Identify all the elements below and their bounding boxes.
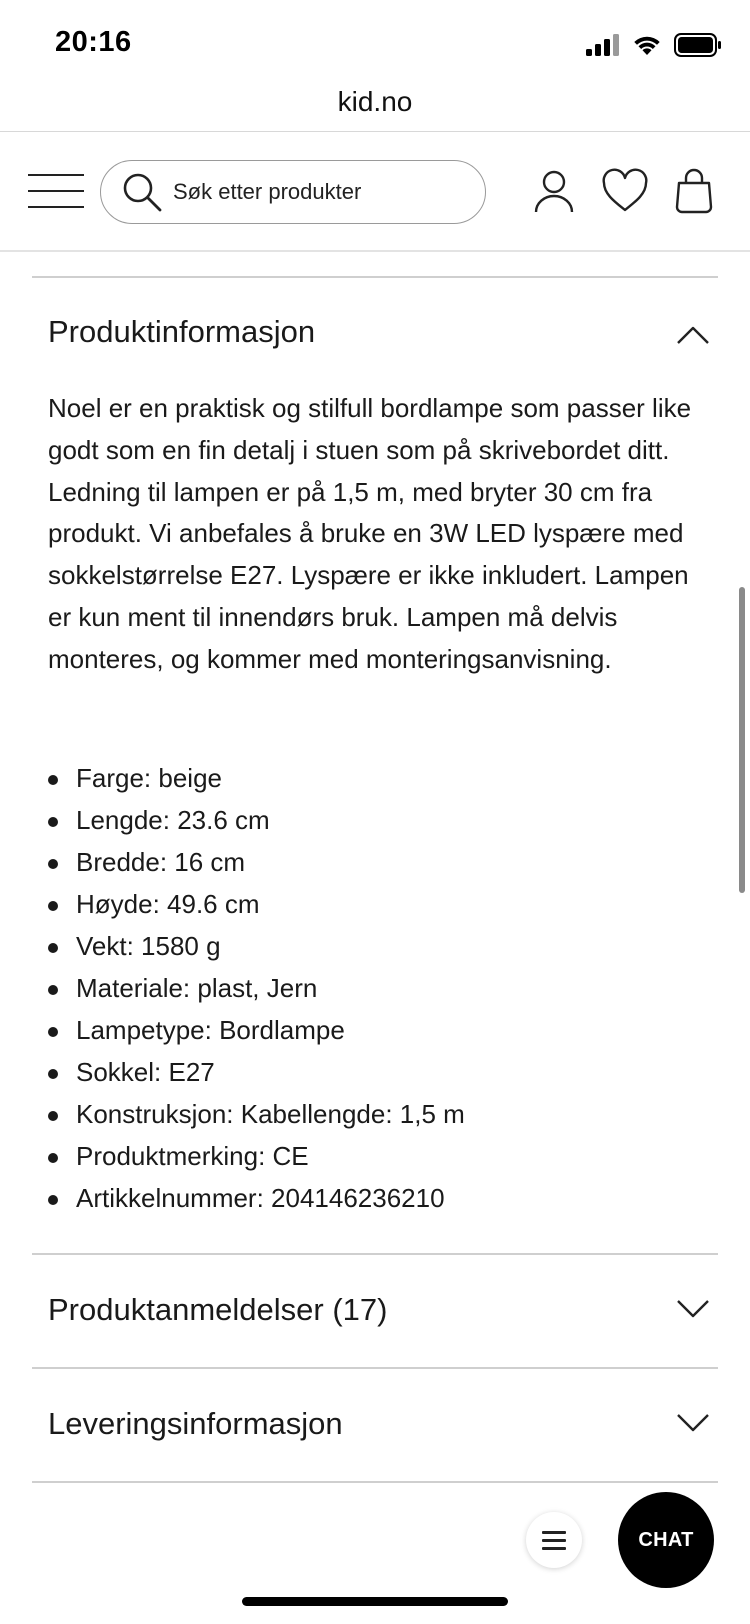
menu-line — [28, 174, 84, 176]
spec-item: Materiale: plast, Jern — [48, 967, 708, 1009]
product-description: Noel er en praktisk og stilfull bordlampe som passer like godt som en fin detalj i stuen som på skrivebordet ditt. Ledning til lampen er på 1,5 m, med bryter 30 cm fra produkt. Vi anbefales å bruke en 3W LED lyspære med sokkelstørrelse E27. Lyspære er ikke inkludert. Lampen er kun ment til innendørs bruk. Lampen må delvis monteres, og kommer med monteringsanvisning. — [48, 393, 692, 674]
chat-button[interactable]: CHAT — [618, 1492, 714, 1588]
search-icon — [121, 171, 163, 213]
menu-line — [28, 190, 84, 192]
url-text[interactable]: kid.no — [337, 86, 413, 117]
spec-item: Produktmerking: CE — [48, 1135, 708, 1177]
address-bar[interactable] — [0, 80, 750, 132]
spec-item: Lampetype: Bordlampe — [48, 1009, 708, 1051]
menu-line — [542, 1547, 566, 1550]
wifi-icon — [632, 34, 662, 56]
wishlist-heart-icon[interactable] — [601, 168, 649, 214]
shopping-bag-icon[interactable] — [674, 168, 714, 214]
spec-item: Bredde: 16 cm — [48, 841, 708, 883]
header-divider — [0, 250, 750, 252]
menu-line — [542, 1539, 566, 1542]
spec-item: Lengde: 23.6 cm — [48, 799, 708, 841]
account-icon[interactable] — [531, 168, 577, 214]
section-divider — [32, 1481, 718, 1483]
section-divider — [32, 276, 718, 278]
chevron-up-icon[interactable] — [676, 324, 710, 346]
reviews-heading[interactable]: Produktanmeldelser (17) — [48, 1292, 388, 1327]
spec-item: Farge: beige — [48, 757, 708, 799]
search-input[interactable] — [100, 160, 486, 224]
menu-line — [28, 206, 84, 208]
search-placeholder: Søk etter produkter — [173, 179, 362, 204]
section-divider — [32, 1253, 718, 1255]
scrollbar-thumb[interactable] — [739, 587, 745, 893]
status-icons — [586, 33, 722, 57]
chevron-down-icon[interactable] — [676, 1298, 710, 1320]
chevron-down-icon[interactable] — [676, 1412, 710, 1434]
delivery-heading[interactable]: Leveringsinformasjon — [48, 1406, 343, 1441]
menu-button[interactable] — [28, 174, 84, 210]
spec-item: Høyde: 49.6 cm — [48, 883, 708, 925]
spec-item: Konstruksjon: Kabellengde: 1,5 m — [48, 1093, 708, 1135]
spec-item: Artikkelnummer: 204146236210 — [48, 1177, 708, 1219]
site-header — [0, 132, 750, 250]
home-indicator — [242, 1597, 508, 1606]
product-spec-list — [48, 757, 708, 1219]
status-time: 20:16 — [55, 26, 132, 58]
menu-line — [542, 1531, 566, 1534]
floating-menu-button[interactable] — [526, 1512, 582, 1568]
battery-icon — [674, 33, 722, 57]
cellular-signal-icon — [586, 34, 620, 56]
section-divider — [32, 1367, 718, 1369]
status-bar — [0, 0, 750, 88]
spec-item: Vekt: 1580 g — [48, 925, 708, 967]
spec-item: Sokkel: E27 — [48, 1051, 708, 1093]
product-info-heading[interactable]: Produktinformasjon — [48, 314, 316, 349]
